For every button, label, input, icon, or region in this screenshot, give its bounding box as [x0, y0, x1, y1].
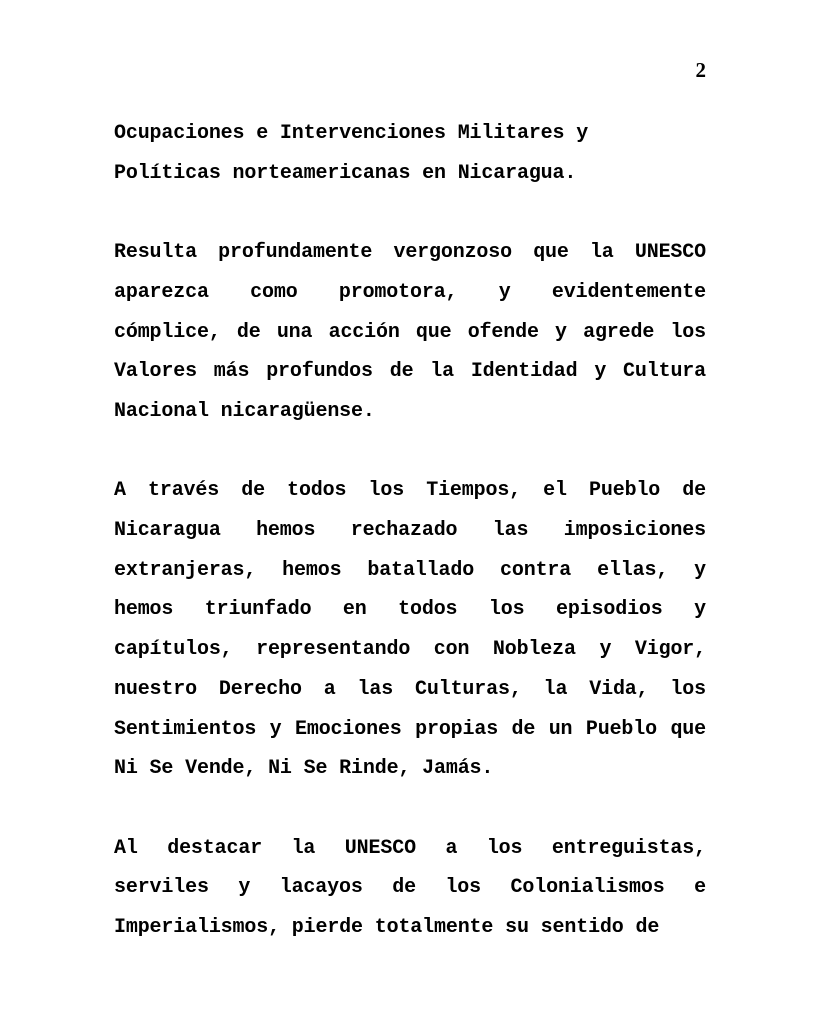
page-number: 2: [695, 58, 706, 82]
paragraph-2: Resulta profundamente vergonzoso que la UNESCO aparezca como promotora, y evidentemente cómplice, de una acción que ofende y agrede los Valores más profundos de la Identidad y Cultura Nacional nicaragüense.: [114, 241, 706, 423]
document-body: [114, 114, 706, 987]
paragraph-1: Ocupaciones e Intervenciones Militares y Políticas norteamericanas en Nicaragua.: [114, 122, 589, 185]
paragraph-4: Al destacar la UNESCO a los entreguistas, serviles y lacayos de los Colonialismos e Imperialismos, pierde totalmente su sentido de: [114, 836, 706, 940]
paragraph-3: A través de todos los Tiempos, el Pueblo de Nicaragua hemos rechazado las imposiciones extranjeras, hemos batallado contra ellas, y hemos triunfado en todos los episodios y capítulos, representando con Nobleza y Vigor, nuestro Derecho a las Culturas, la Vida, los Sentimientos y Emociones propias de un Pueblo que Ni Se Vende, Ni Se Rinde, Jamás.: [114, 479, 706, 781]
